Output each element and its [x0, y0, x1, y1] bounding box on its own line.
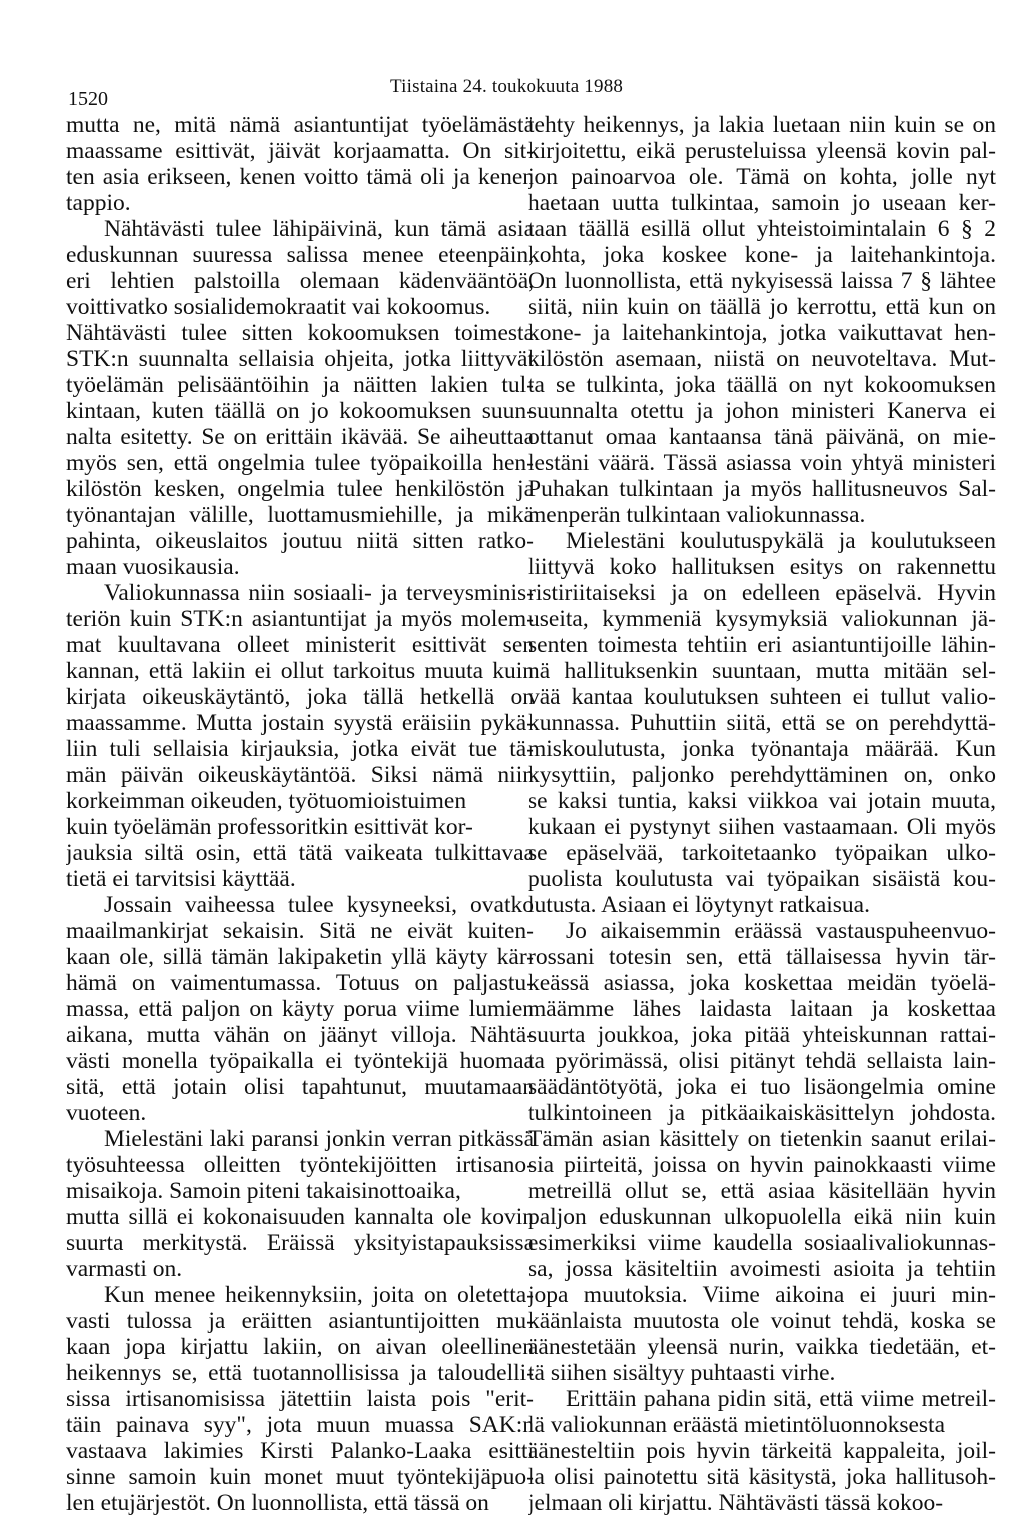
text-line: kohta, joka koskee kone- ja laitehankintoja. — [528, 242, 996, 268]
text-line: ristiriitaiseksi ja on edelleen epäselvä. Hyvin — [528, 580, 996, 606]
text-line: ottanut omaa kantaansa tänä päivänä, on mie- — [528, 424, 996, 450]
text-line: maan vuosikausia. — [66, 554, 240, 580]
text-line: voittivatko sosialidemokraatit vai kokoomus. — [66, 294, 491, 320]
text-line: vastaava lakimies Kirsti Palanko-Laaka esitti — [66, 1438, 534, 1464]
text-line: massa, että paljon on käyty porua viime lumien — [66, 996, 534, 1022]
text-line: myös sen, että ongelmia tulee työpaikoilla hen- — [66, 450, 534, 476]
text-line: tietä ei tarvitsisi käyttää. — [66, 866, 296, 892]
text-line: lä valiokunnan eräästä mietintöluonnoksesta — [528, 1412, 946, 1438]
text-line: Nähtävästi tulee sitten kokoomuksen toimesta — [66, 320, 534, 346]
text-line: useita, kymmeniä kysymyksiä valiokunnan jä- — [528, 606, 996, 632]
text-line: On luonnollista, että nykyisessä laissa 7 § lähtee — [528, 268, 996, 294]
text-line: Erittäin pahana pidin sitä, että viime metreil- — [566, 1386, 996, 1412]
text-line: liittyvä koko hallituksen esitys on rakennettu — [528, 554, 996, 580]
text-line: sia piirteitä, joissa on hyvin painokkaasti viime — [528, 1152, 996, 1178]
text-line: Jo aikaisemmin eräässä vastauspuheenvuo- — [566, 918, 996, 944]
text-line: Tämän asian käsittely on tietenkin saanut erilai- — [528, 1126, 996, 1152]
text-line: Nähtävästi tulee lähipäivinä, kun tämä asia — [104, 216, 534, 242]
text-line: kilöstön kesken, ongelmia tulee henkilöstön ja — [66, 476, 534, 502]
text-line: työsuhteessa olleitten työntekijöitten irtisano- — [66, 1152, 534, 1178]
text-line: se epäselvää, tarkoitetaanko työpaikan ulko- — [528, 840, 996, 866]
text-line: suurta joukkoa, joka pitää yhteiskunnan rattai- — [528, 1022, 996, 1048]
right-text-column — [528, 112, 996, 1516]
text-line: vuoteen. — [66, 1100, 147, 1126]
text-line: täin painava syy", jota muun muassa SAK:n — [66, 1412, 534, 1438]
text-line: työnantajan välille, luottamusmiehille, ja mikä — [66, 502, 534, 528]
text-line: vää kantaa koulutuksen suhteen ei tullut valio- — [528, 684, 996, 710]
text-line: äänestetään yleensä nurin, vaikka tiedetään, et- — [528, 1334, 996, 1360]
text-line: jauksia siltä osin, että tätä vaikeata tulkittavaa — [66, 840, 534, 866]
text-line: teriön kuin STK:n asiantuntijat ja myös molem- — [66, 606, 534, 632]
text-line: työelämän pelisääntöihin ja näitten lakien tul- — [66, 372, 534, 398]
text-line: kunnassa. Puhuttiin siitä, että se on perehdyttä- — [528, 710, 996, 736]
text-line: kaan ole, sillä tämän lakipaketin yllä käyty kär- — [66, 944, 534, 970]
text-line: paljon eduskunnan ulkopuolella eikä niin kuin — [528, 1204, 996, 1230]
text-line: ta pyörimässä, olisi pitänyt tehdä sellaista lain- — [528, 1048, 996, 1074]
text-line: Mielestäni laki paransi jonkin verran pitkässä — [104, 1126, 534, 1152]
text-line: lutusta. Asiaan ei löytynyt ratkaisua. — [528, 892, 870, 918]
text-line: kintaan, kuten täällä on jo kokoomuksen suun- — [66, 398, 534, 424]
text-line: Kun menee heikennyksiin, joita on oletetta- — [104, 1282, 534, 1308]
running-header-date: Tiistaina 24. toukokuuta 1988 — [390, 76, 624, 97]
text-line: Valiokunnassa niin sosiaali- ja terveysminis- — [104, 580, 534, 606]
text-line: eduskunnan suuressa salissa menee eteenpäin, — [66, 242, 534, 268]
text-line: misaikoja. Samoin piteni takaisinottoaika, — [66, 1178, 461, 1204]
text-line: tulkintoineen ja pitkäaikaiskäsittelyn johdosta. — [528, 1100, 996, 1126]
text-line: lestäni väärä. Tässä asiassa voin yhtyä ministeri — [528, 450, 996, 476]
text-line: määmme lähes laidasta laitaan ja koskettaa — [528, 996, 996, 1022]
text-line: kannan, että lakiin ei ollut tarkoitus muuta kuin — [66, 658, 534, 684]
text-line: jon painoarvoa ole. Tämä on kohta, jolle nyt — [528, 164, 996, 190]
text-line: pahinta, oikeuslaitos joutuu niitä sitten ratko- — [66, 528, 534, 554]
text-line: siitä, niin kuin on täällä jo kerrottu, että kun on — [528, 294, 996, 320]
text-line: ten asia erikseen, kenen voitto tämä oli ja kenen — [66, 164, 534, 190]
text-line: Jossain vaiheessa tulee kysyneeksi, ovatko — [104, 892, 534, 918]
text-line: menperän tulkintaan valiokunnassa. — [528, 502, 866, 528]
text-line: kukaan ei pystynyt siihen vastaamaan. Oli myös — [528, 814, 996, 840]
text-line: kilöstön asemaan, niistä on neuvoteltava. Mut- — [528, 346, 996, 372]
text-line: jelmaan oli kirjattu. Nähtävästi tässä kokoo- — [528, 1490, 944, 1516]
text-line: STK:n suunnalta sellaisia ohjeita, jotka liittyvät — [66, 346, 534, 372]
text-line: la olisi painotettu sitä käsitystä, joka hallitusoh- — [528, 1464, 996, 1490]
text-line: keässä asiassa, joka koskettaa meidän työelä- — [528, 970, 996, 996]
text-line: mutta ne, mitä nämä asiantuntijat työelämästä — [66, 112, 534, 138]
text-line: Puhakan tulkintaan ja myös hallitusneuvos Sal- — [528, 476, 996, 502]
text-line: tappio. — [66, 190, 131, 216]
text-line: kone- ja laitehankintoja, jotka vaikuttavat hen- — [528, 320, 996, 346]
page-number: 1520 — [68, 88, 108, 110]
text-line: nä hallituksenkin suuntaan, mutta mitään sel- — [528, 658, 996, 684]
text-line: haetaan uutta tulkintaa, samoin jo useaan ker- — [528, 190, 996, 216]
text-line: taan täällä esillä ollut yhteistoimintalain 6 § 2 — [528, 216, 996, 242]
text-line: sissa irtisanomisissa jätettiin laista pois "erit- — [66, 1386, 534, 1412]
text-line: suunnalta otettu ja johon ministeri Kanerva ei — [528, 398, 996, 424]
text-line: maassame esittivät, jäivät korjaamatta. On sit- — [66, 138, 534, 164]
text-line: jopa muutoksia. Viime aikoina ei juuri min- — [528, 1282, 996, 1308]
text-line: puolista koulutusta vai työpaikan sisäistä kou- — [528, 866, 996, 892]
text-line: mat kuultavana olleet ministerit esittivät sen — [66, 632, 534, 658]
text-line: varmasti on. — [66, 1256, 183, 1282]
text-line: mutta sillä ei kokonaisuuden kannalta ole kovin — [66, 1204, 534, 1230]
text-line: kaan jopa kirjattu lakiin, on aivan oleellinen — [66, 1334, 534, 1360]
left-text-column — [66, 112, 534, 1516]
text-line: kirjoitettu, eikä perusteluissa yleensä kovin pal- — [528, 138, 996, 164]
text-line: tä siihen sisältyy puhtaasti virhe. — [528, 1360, 836, 1386]
text-line: västi monella työpaikalla ei työntekijä huomaa — [66, 1048, 534, 1074]
text-line: liin tuli sellaisia kirjauksia, jotka eivät tue tä- — [66, 736, 534, 762]
text-line: sinne samoin kuin monet muut työntekijäpuo- — [66, 1464, 534, 1490]
text-line: esimerkiksi viime kaudella sosiaalivaliokunnas- — [528, 1230, 996, 1256]
text-line: eri lehtien palstoilla olemaan kädenvääntöä, — [66, 268, 534, 294]
text-line: sitä, että jotain olisi tapahtunut, muutamaan — [66, 1074, 534, 1100]
text-line: suurta merkitystä. Eräissä yksityistapauksissa — [66, 1230, 534, 1256]
text-line: äänesteltiin pois hyvin tärkeitä kappaleita, joil- — [528, 1438, 996, 1464]
text-line: miskoulutusta, jonka työnantaja määrää. Kun — [528, 736, 996, 762]
text-line: aikana, mutta vähän on jäänyt villoja. Nähtä- — [66, 1022, 534, 1048]
text-line: korkeimman oikeuden, työtuomioistuimen — [66, 788, 467, 814]
text-line: nalta esitetty. Se on erittäin ikävää. Se aiheuttaa — [66, 424, 534, 450]
text-line: maassamme. Mutta jostain syystä eräisiin pykä- — [66, 710, 534, 736]
text-line: vasti tulossa ja eräitten asiantuntijoitten mu- — [66, 1308, 534, 1334]
text-line: maailmankirjat sekaisin. Sitä ne eivät kuiten- — [66, 918, 534, 944]
text-line: kirjata oikeuskäytäntö, joka tällä hetkellä on — [66, 684, 534, 710]
text-line: säädäntötyötä, joka ei tuo lisäongelmia omine — [528, 1074, 996, 1100]
text-line: Mielestäni koulutuspykälä ja koulutukseen — [566, 528, 996, 554]
text-line: hämä on vaimentumassa. Totuus on paljastu- — [66, 970, 534, 996]
text-line: kuin työelämän professoritkin esittivät kor- — [66, 814, 473, 840]
text-line: sa, jossa käsiteltiin avoimesti asioita ja tehtiin — [528, 1256, 996, 1282]
text-line: se kaksi tuntia, kaksi viikkoa vai jotain muuta, — [528, 788, 996, 814]
text-line: heikennys se, että tuotannollisissa ja taloudelli- — [66, 1360, 534, 1386]
text-line: metreillä ollut se, että asiaa käsitellään hyvin — [528, 1178, 996, 1204]
text-line: senten toimesta tehtiin eri asiantuntijoille lähin- — [528, 632, 996, 658]
text-line: tehty heikennys, ja lakia luetaan niin kuin se on — [528, 112, 996, 138]
text-line: ta se tulkinta, joka täällä on nyt kokoomuksen — [528, 372, 996, 398]
text-line: kysyttiin, paljonko perehdyttäminen on, onko — [528, 762, 996, 788]
text-line: rossani totesin sen, että tällaisessa hyvin tär- — [528, 944, 996, 970]
text-line: käänlaista muutosta ole voinut tehdä, koska se — [528, 1308, 996, 1334]
text-line: len etujärjestöt. On luonnollista, että tässä on — [66, 1490, 489, 1516]
text-line: män päivän oikeuskäytäntöä. Siksi nämä niin — [66, 762, 534, 788]
